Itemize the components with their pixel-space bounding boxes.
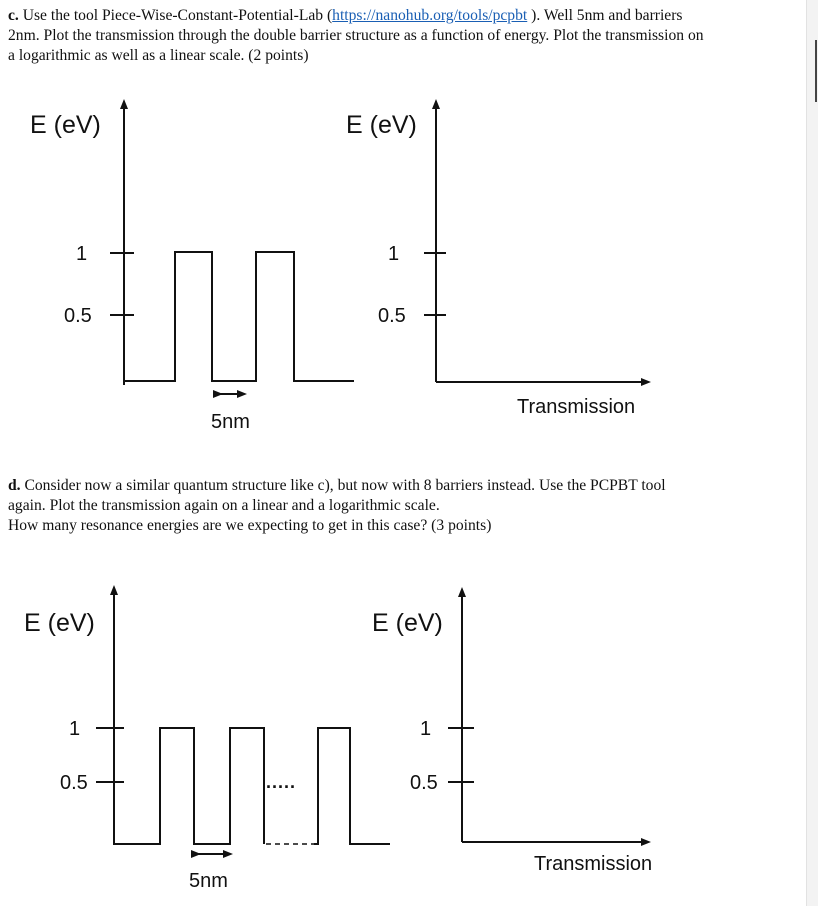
figure-d-transmission-label: Transmission bbox=[534, 853, 653, 875]
part-c-text-2: ). Well 5nm and barriers 2nm. Plot the transmission through the double barrier structure as a function of energy. Plot the transmission on a logarithmic as well as a linear scale. (2 points) bbox=[8, 7, 704, 64]
figure-d-potential-profile-right bbox=[314, 728, 390, 844]
figure-d-well-width-label: 5nm bbox=[189, 870, 228, 892]
figure-c-right-axis-label: E (eV) bbox=[346, 111, 417, 139]
part-d-label: d. bbox=[8, 477, 21, 494]
figure-c-tick-05-label: 0.5 bbox=[64, 305, 92, 327]
pcpbt-tool-link[interactable]: https://nanohub.org/tools/pcpbt bbox=[332, 7, 528, 24]
figure-d-right-axis-label: E (eV) bbox=[372, 609, 443, 637]
page-scrollbar[interactable] bbox=[806, 0, 818, 906]
figure-c-right-tick-05-label: 0.5 bbox=[378, 305, 406, 327]
figure-c-right-tick-1-label: 1 bbox=[388, 243, 400, 265]
part-c-text-1: Use the tool Piece-Wise-Constant-Potential-Lab ( bbox=[18, 7, 333, 24]
figure-c-well-width-label: 5nm bbox=[211, 411, 250, 433]
part-c-label: c. bbox=[8, 7, 19, 24]
figure-d-tick-05-label: 0.5 bbox=[60, 772, 88, 794]
figure-d-right-tick-05-label: 0.5 bbox=[410, 772, 438, 794]
figure-c-transmission-label: Transmission bbox=[517, 396, 636, 418]
part-d-text-1: Consider now a similar quantum structure like c), but now with 8 barriers instead. Use the PCPBT tool again. Plot the transmission again on a linear and a logarithmic scale. bbox=[8, 477, 666, 514]
figure-d-ellipsis: ..... bbox=[266, 772, 297, 792]
figure-d-right-tick-1-label: 1 bbox=[420, 718, 432, 740]
figure-d-left-axis-label: E (eV) bbox=[24, 609, 95, 637]
scrollbar-thumb[interactable] bbox=[815, 40, 817, 102]
figure-d-tick-1-label: 1 bbox=[69, 718, 81, 740]
figure-c-tick-1-label: 1 bbox=[76, 243, 88, 265]
figure-c-left-axis-label: E (eV) bbox=[30, 111, 101, 139]
figure-d-potential-profile-left bbox=[114, 728, 264, 844]
part-d-text-2: How many resonance energies are we expecting to get in this case? (3 points) bbox=[8, 517, 492, 534]
